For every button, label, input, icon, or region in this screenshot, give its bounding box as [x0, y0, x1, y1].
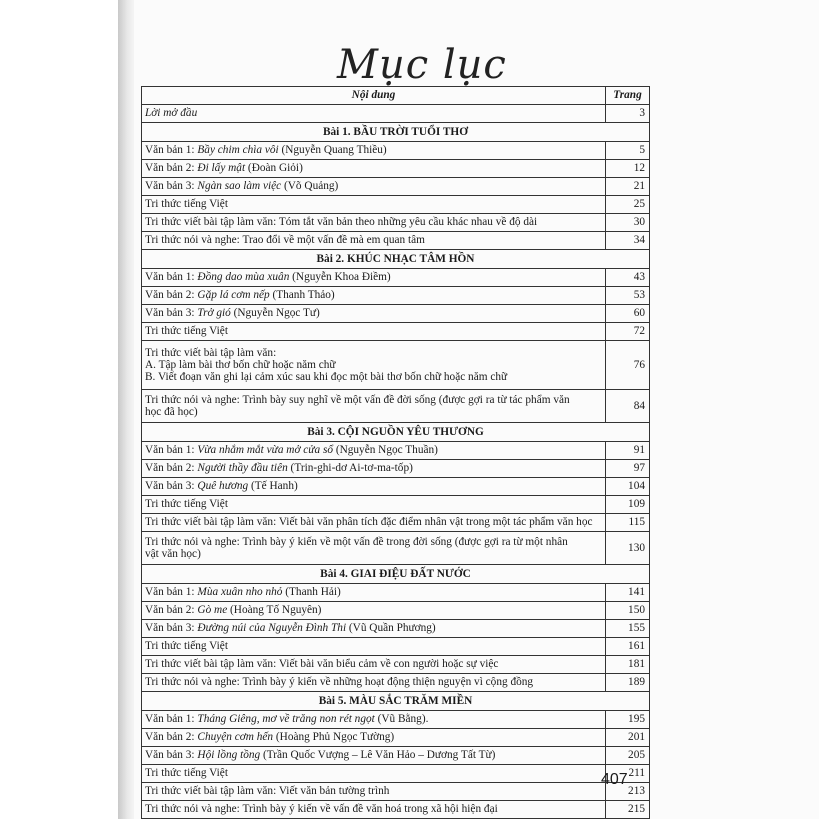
- entry-page: 104: [606, 478, 650, 496]
- toc-entry-row[interactable]: [142, 747, 650, 765]
- entry-text: [142, 305, 606, 323]
- entry-prefix: Văn bản 1:: [145, 271, 198, 284]
- entry-text: [142, 323, 606, 341]
- entry-text: [142, 656, 606, 674]
- entry-text: [142, 287, 606, 305]
- entry-text: [142, 765, 606, 783]
- toc-section-row[interactable]: [142, 250, 650, 269]
- entry-author: (Nguyễn Ngọc Tư): [230, 307, 320, 320]
- entry-prefix: Tri thức viết bài tập làm văn: Tóm tắt văn bản theo những yêu cầu khác nhau về độ dài: [145, 216, 538, 229]
- toc-entry-row[interactable]: [142, 656, 650, 674]
- entry-prefix: Văn bản 1:: [145, 586, 198, 599]
- entry-page: 76: [606, 341, 650, 390]
- toc-section-row[interactable]: [142, 565, 650, 584]
- entry-prefix: Văn bản 3:: [145, 180, 198, 193]
- entry-author: (Thanh Thảo): [269, 289, 335, 302]
- entry-text: [142, 341, 606, 390]
- toc-entry-row[interactable]: [142, 729, 650, 747]
- entry-prefix: Văn bản 2:: [145, 731, 198, 744]
- toc-entry-row[interactable]: [142, 160, 650, 178]
- entry-text: [142, 584, 606, 602]
- entry-author: (Vũ Bằng).: [374, 713, 429, 726]
- toc-entry-row[interactable]: [142, 341, 650, 390]
- entry-work-title: Trở gió: [197, 307, 231, 320]
- entry-page: 53: [606, 287, 650, 305]
- entry-work-title: Đồng dao mùa xuân: [197, 271, 290, 284]
- entry-page: 84: [606, 390, 650, 423]
- toc-entry-row[interactable]: [142, 269, 650, 287]
- entry-author: (Hoàng Phủ Ngọc Tường): [273, 731, 395, 744]
- header-page: Trang: [606, 87, 650, 105]
- entry-prefix: Văn bản 3:: [145, 480, 198, 493]
- toc-entry-row[interactable]: [142, 142, 650, 160]
- entry-line: B. Viết đoạn văn ghi lại cảm xúc sau khi đọc một bài thơ bốn chữ hoặc năm chữ: [145, 371, 508, 384]
- toc-entry-row[interactable]: [142, 674, 650, 692]
- toc-entry-row[interactable]: [142, 478, 650, 496]
- entry-text: [142, 620, 606, 638]
- entry-work-title: Bầy chim chìa vôi: [197, 144, 279, 157]
- entry-text: [142, 638, 606, 656]
- page-title: Mục lục: [337, 42, 507, 88]
- entry-page: 91: [606, 442, 650, 460]
- entry-page: 34: [606, 232, 650, 250]
- entry-work-title: Gò me: [197, 604, 228, 617]
- toc-entry-row[interactable]: [142, 178, 650, 196]
- toc-section-row[interactable]: [142, 692, 650, 711]
- entry-line: vật văn học): [145, 548, 201, 560]
- toc-entry-row[interactable]: [142, 783, 650, 801]
- entry-work-title: Chuyện cơm hến: [197, 731, 274, 744]
- entry-prefix: Tri thức tiếng Việt: [145, 198, 228, 211]
- entry-page: 189: [606, 674, 650, 692]
- entry-page: 213: [606, 783, 650, 801]
- entry-text: [142, 602, 606, 620]
- toc-entry-row[interactable]: [142, 514, 650, 532]
- entry-work-title: Đường núi của Nguyễn Đình Thi: [197, 622, 347, 635]
- toc-entry-row[interactable]: [142, 390, 650, 423]
- page-number: 407: [601, 771, 628, 788]
- header-content: Nội dung: [142, 87, 606, 105]
- section-title: Bài 1. BẦU TRỜI TUỔI THƠ: [142, 123, 650, 142]
- entry-text: [142, 674, 606, 692]
- entry-text: [142, 460, 606, 478]
- entry-page: 72: [606, 323, 650, 341]
- entry-author: (Trần Quốc Vượng – Lê Văn Hảo – Dương Tất Từ): [260, 749, 496, 762]
- entry-text: [142, 214, 606, 232]
- entry-text: [142, 142, 606, 160]
- entry-page: 21: [606, 178, 650, 196]
- entry-work-title: Vừa nhắm mắt vừa mở cửa sổ: [197, 444, 333, 457]
- section-title: Bài 4. GIAI ĐIỆU ĐẤT NƯỚC: [142, 565, 650, 584]
- table-of-contents: [141, 86, 650, 819]
- toc-body: [142, 87, 650, 819]
- section-title: Bài 2. KHÚC NHẠC TÂM HỒN: [142, 250, 650, 269]
- entry-prefix: Văn bản 1:: [145, 144, 198, 157]
- toc-entry-row[interactable]: [142, 765, 650, 783]
- entry-work-title: Mùa xuân nho nhỏ: [197, 586, 283, 599]
- entry-prefix: Văn bản 1:: [145, 444, 198, 457]
- entry-page: 5: [606, 142, 650, 160]
- entry-page: 181: [606, 656, 650, 674]
- toc-entry-row[interactable]: [142, 460, 650, 478]
- entry-prefix: Tri thức viết bài tập làm văn: Viết bài văn phân tích đặc điểm nhân vật trong một tác phẩm văn học: [145, 516, 593, 529]
- entry-work-title: Tháng Giêng, mơ về trăng non rét ngọt: [197, 713, 375, 726]
- entry-text: [142, 269, 606, 287]
- toc-entry-row[interactable]: [142, 496, 650, 514]
- toc-entry-row[interactable]: [142, 323, 650, 341]
- entry-page: 109: [606, 496, 650, 514]
- toc-entry-row[interactable]: [142, 287, 650, 305]
- entry-work-title: Đi lấy mật: [197, 162, 246, 175]
- entry-page: 97: [606, 460, 650, 478]
- entry-prefix: Văn bản 3:: [145, 307, 198, 320]
- toc-entry-row[interactable]: [142, 214, 650, 232]
- entry-author: (Vũ Quần Phương): [346, 622, 436, 635]
- entry-prefix: Tri thức nói và nghe: Trình bày ý kiến về những hoạt động thiện nguyện vì cộng đồng: [145, 676, 534, 689]
- entry-author: (Nguyễn Ngọc Thuần): [333, 444, 438, 457]
- entry-prefix: Tri thức nói và nghe: Trình bày ý kiến về vấn đề văn hoá trong xã hội hiện đại: [145, 803, 498, 816]
- entry-page: 115: [606, 514, 650, 532]
- entry-text: [142, 196, 606, 214]
- intro-page: 3: [606, 105, 650, 123]
- entry-page: 195: [606, 711, 650, 729]
- toc-entry-row[interactable]: [142, 602, 650, 620]
- entry-author: (Thanh Hải): [282, 586, 341, 599]
- entry-line: Tri thức nói và nghe: Trình bày ý kiến về một vấn đề trong đời sống (được gợi ra từ một nhân: [145, 535, 568, 548]
- entry-author: (Đoàn Giỏi): [245, 162, 303, 175]
- entry-prefix: Văn bản 2:: [145, 289, 198, 302]
- toc-entry-row[interactable]: [142, 232, 650, 250]
- entry-prefix: Tri thức viết bài tập làm văn: Viết bài văn biểu cảm về con người hoặc sự việc: [145, 658, 499, 671]
- entry-page: 30: [606, 214, 650, 232]
- toc-entry-row[interactable]: [142, 442, 650, 460]
- toc-entry-row[interactable]: [142, 620, 650, 638]
- entry-prefix: Tri thức tiếng Việt: [145, 767, 228, 780]
- entry-text: [142, 729, 606, 747]
- entry-text: [142, 783, 606, 801]
- entry-author: (Hoàng Tố Nguyên): [227, 604, 322, 617]
- toc-entry-row[interactable]: [142, 305, 650, 323]
- entry-line: học đã học): [145, 406, 198, 418]
- toc-entry-row[interactable]: [142, 196, 650, 214]
- entry-page: 211: [606, 765, 650, 783]
- entry-author: (Nguyễn Khoa Điềm): [289, 271, 391, 284]
- entry-work-title: Người thầy đầu tiên: [197, 462, 288, 475]
- entry-text: [142, 747, 606, 765]
- entry-page: 205: [606, 747, 650, 765]
- entry-page: 12: [606, 160, 650, 178]
- entry-text: [142, 160, 606, 178]
- entry-line: A. Tập làm bài thơ bốn chữ hoặc năm chữ: [145, 358, 336, 371]
- entry-prefix: Tri thức tiếng Việt: [145, 640, 228, 653]
- entry-prefix: Văn bản 2:: [145, 462, 198, 475]
- entry-page: 161: [606, 638, 650, 656]
- entry-author: (Tế Hanh): [248, 480, 298, 493]
- entry-page: 130: [606, 532, 650, 565]
- toc-entry-row[interactable]: [142, 584, 650, 602]
- toc-section-row[interactable]: [142, 423, 650, 442]
- entry-text: [142, 390, 606, 423]
- book-spine-shadow: [118, 0, 134, 819]
- section-title: Bài 5. MÀU SẮC TRĂM MIỀN: [142, 692, 650, 711]
- entry-prefix: Tri thức viết bài tập làm văn: Viết văn bản tường trình: [145, 785, 390, 798]
- entry-page: 43: [606, 269, 650, 287]
- entry-page: 150: [606, 602, 650, 620]
- entry-page: 141: [606, 584, 650, 602]
- entry-page: 60: [606, 305, 650, 323]
- toc-section-row[interactable]: [142, 123, 650, 142]
- entry-text: [142, 532, 606, 565]
- entry-prefix: Tri thức tiếng Việt: [145, 325, 228, 338]
- section-title: Bài 3. CỘI NGUỒN YÊU THƯƠNG: [142, 423, 650, 442]
- entry-prefix: Văn bản 1:: [145, 713, 198, 726]
- entry-text: [142, 711, 606, 729]
- entry-page: 201: [606, 729, 650, 747]
- entry-prefix: Văn bản 3:: [145, 749, 198, 762]
- toc-header-row: [142, 87, 650, 105]
- entry-text: [142, 514, 606, 532]
- entry-page: 25: [606, 196, 650, 214]
- entry-prefix: Văn bản 3:: [145, 622, 198, 635]
- toc-entry-row[interactable]: [142, 532, 650, 565]
- entry-text: [142, 232, 606, 250]
- entry-line: Tri thức nói và nghe: Trình bày suy nghĩ về một vấn đề đời sống (được gợi ra từ tác phẩm văn: [145, 393, 570, 406]
- entry-page: 155: [606, 620, 650, 638]
- entry-author: (Nguyễn Quang Thiều): [278, 144, 387, 157]
- entry-page: 215: [606, 801, 650, 819]
- entry-prefix: Văn bản 2:: [145, 604, 198, 617]
- entry-text: [142, 478, 606, 496]
- entry-prefix: Văn bản 2:: [145, 162, 198, 175]
- intro-text: Lời mở đầu: [142, 105, 606, 123]
- entry-text: [142, 801, 606, 819]
- entry-work-title: Hội lồng tồng: [197, 749, 261, 762]
- toc-entry-row[interactable]: [142, 801, 650, 819]
- entry-work-title: Ngàn sao làm việc: [197, 180, 282, 193]
- toc-entry-row[interactable]: [142, 711, 650, 729]
- entry-work-title: Gặp lá cơm nếp: [197, 289, 270, 302]
- entry-author: (Trin-ghi-dơ Ai-tơ-ma-tốp): [287, 462, 413, 475]
- entry-prefix: Tri thức tiếng Việt: [145, 498, 228, 511]
- entry-work-title: Quê hương: [197, 480, 249, 493]
- entry-text: [142, 178, 606, 196]
- toc-entry-row[interactable]: [142, 638, 650, 656]
- entry-author: (Võ Quảng): [281, 180, 339, 193]
- entry-line: Tri thức viết bài tập làm văn:: [145, 346, 277, 359]
- entry-text: [142, 496, 606, 514]
- toc-intro-row[interactable]: [142, 105, 650, 123]
- entry-prefix: Tri thức nói và nghe: Trao đổi về một vấn đề mà em quan tâm: [145, 234, 425, 247]
- entry-text: [142, 442, 606, 460]
